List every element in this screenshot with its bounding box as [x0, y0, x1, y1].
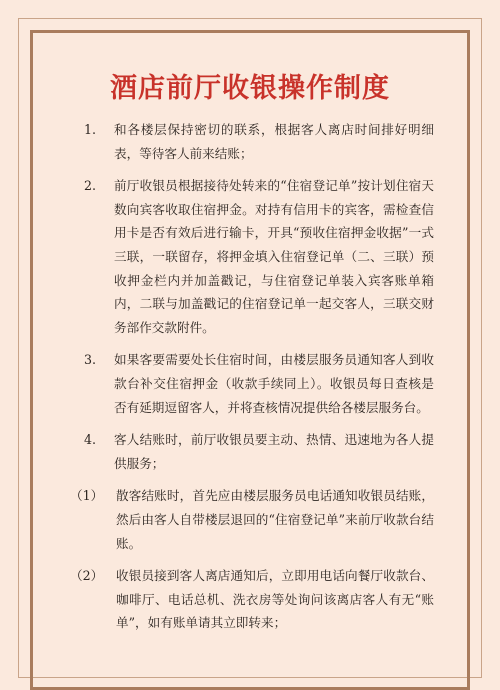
rule-item-1	[80, 118, 434, 165]
rule-item-3	[80, 348, 434, 419]
rule-subitem-1	[70, 484, 434, 555]
rule-item-4	[80, 428, 434, 475]
rule-text: 前厅收银员根据接待处转来的“住宿登记单”按计划住宿天数向宾客收取住宿押金。对持有信用卡的宾客，需检查信用卡是否有效后进行输卡，开具“预收住宿押金收据”一式三联，一联留存，将押金填入住宿登记单（二、三联）预收押金栏内并加盖戳记，与住宿登记单装入宾客账单箱内，二联与加盖戳记的住宿登记单一起交客人，三联交财务部作交款附件。	[114, 178, 434, 335]
rule-text: 如果客要需要处长住宿时间，由楼层服务员通知客人到收款台补交住宿押金（收款手续同上）。收银员每日查核是否有延期逗留客人，并将查核情况提供给各楼层服务台。	[114, 352, 434, 415]
rule-text: 客人结账时，前厅收银员要主动、热情、迅速地为各人提供服务；	[114, 432, 434, 471]
rule-number: 3.	[84, 352, 97, 368]
rule-text: 和各楼层保持密切的联系，根据客人离店时间排好明细表，等待客人前来结账；	[114, 122, 434, 161]
rule-number: 4.	[84, 432, 97, 448]
subrule-text: 散客结账时，首先应由楼层服务员电话通知收银员结账，然后由客人自带楼层退回的“住宿登记单”来前厅收款台结账。	[116, 488, 434, 551]
subrule-number: （2）	[70, 568, 104, 584]
rule-number: 2.	[84, 178, 97, 194]
subrule-text: 收银员接到客人离店通知后，立即用电话向餐厅收款台、咖啡厅、电话总机、洗衣房等处询问该离店客人有无“账单”，如有账单请其立即转来；	[116, 568, 434, 631]
rule-item-2	[80, 174, 434, 339]
rules-list	[70, 118, 434, 644]
subrule-number: （1）	[70, 488, 104, 504]
rule-subitem-2	[70, 564, 434, 635]
rule-number: 1.	[84, 122, 97, 137]
document-title: 酒店前厅收银操作制度	[110, 73, 390, 104]
